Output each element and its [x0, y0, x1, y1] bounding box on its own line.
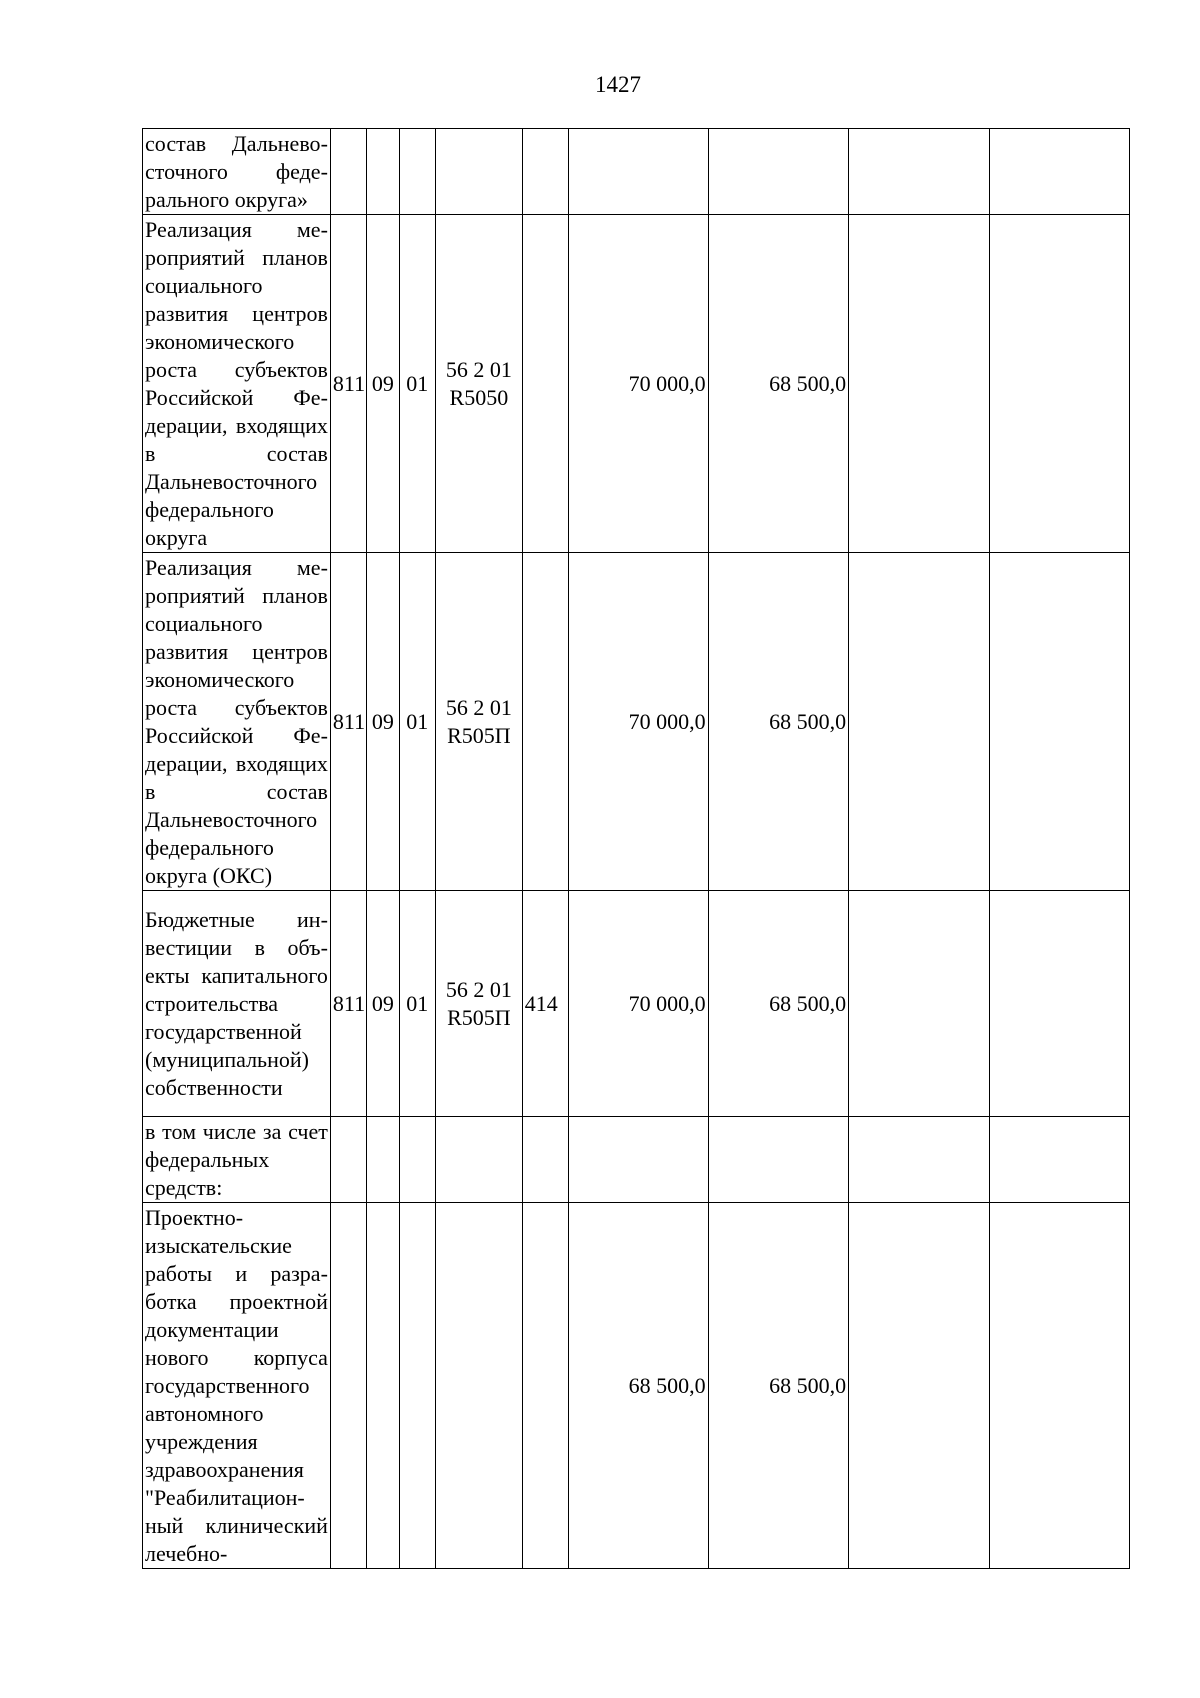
table-row: [143, 1117, 1130, 1203]
pr-cell: [399, 1203, 435, 1569]
sum4-cell: [989, 215, 1129, 553]
vr-cell: [522, 1117, 568, 1203]
vr-cell: [522, 129, 568, 215]
table-row: [143, 553, 1130, 891]
pr-cell: 01: [399, 215, 435, 553]
vr-cell: [522, 215, 568, 553]
vr-cell: 414: [522, 891, 568, 1117]
gr-cell: 811: [330, 891, 366, 1117]
tsr-cell: [435, 129, 522, 215]
sum3-cell: [849, 129, 989, 215]
rz-cell: [367, 1203, 399, 1569]
tsr-cell: [435, 1117, 522, 1203]
sum1-cell: 70 000,0: [569, 553, 708, 891]
sum2-cell: 68 500,0: [708, 553, 848, 891]
pr-cell: 01: [399, 891, 435, 1117]
sum1-cell: [569, 129, 708, 215]
pr-cell: 01: [399, 553, 435, 891]
sum1-cell: 70 000,0: [569, 891, 708, 1117]
table-row: [143, 1203, 1130, 1569]
sum2-cell: 68 500,0: [708, 1203, 848, 1569]
table-row: [143, 129, 1130, 215]
sum4-cell: [989, 891, 1129, 1117]
row-name: состав Дальневосточного федерального округа»: [143, 129, 331, 215]
sum4-cell: [989, 1117, 1129, 1203]
sum4-cell: [989, 553, 1129, 891]
sum4-cell: [989, 1203, 1129, 1569]
pr-cell: [399, 129, 435, 215]
gr-cell: 811: [330, 553, 366, 891]
tsr-cell: 56 2 01 R505П: [435, 553, 522, 891]
rz-cell: [367, 129, 399, 215]
gr-cell: [330, 129, 366, 215]
sum1-cell: [569, 1117, 708, 1203]
pr-cell: [399, 1117, 435, 1203]
rz-cell: [367, 1117, 399, 1203]
vr-cell: [522, 1203, 568, 1569]
tsr-cell: [435, 1203, 522, 1569]
sum2-cell: 68 500,0: [708, 215, 848, 553]
sum3-cell: [849, 891, 989, 1117]
table-row: [143, 891, 1130, 1117]
gr-cell: [330, 1203, 366, 1569]
table-row: [143, 215, 1130, 553]
sum1-cell: 70 000,0: [569, 215, 708, 553]
budget-table: [142, 128, 1130, 1569]
vr-cell: [522, 553, 568, 891]
sum3-cell: [849, 1203, 989, 1569]
page-number: 1427: [595, 72, 641, 97]
gr-cell: 811: [330, 215, 366, 553]
row-name: Реализация мероприятий планов социального развития центров экономического роста субъектов Российской Федерации, входящих в состав Дальневосточного федерального округа (ОКС): [143, 553, 331, 891]
tsr-cell: 56 2 01 R5050: [435, 215, 522, 553]
rz-cell: 09: [367, 891, 399, 1117]
rz-cell: 09: [367, 215, 399, 553]
gr-cell: [330, 1117, 366, 1203]
sum2-cell: 68 500,0: [708, 891, 848, 1117]
row-name: в том числе за счет федеральных средств:: [143, 1117, 331, 1203]
sum4-cell: [989, 129, 1129, 215]
sum3-cell: [849, 215, 989, 553]
row-name: Реализация мероприятий планов социального развития центров экономического роста субъектов Российской Федерации, входящих в состав Дальневосточного федерального округа: [143, 215, 331, 553]
row-name: Бюджетные инвестиции в объекты капитального строительства государственной (муниципальной) собственности: [143, 891, 331, 1117]
sum1-cell: 68 500,0: [569, 1203, 708, 1569]
sum2-cell: [708, 1117, 848, 1203]
row-name: Проектно-изыскательские работы и разработка проектной документации нового корпуса государственного автономного учреждения здравоохранения "Реабилитационный клинический лечебно-: [143, 1203, 331, 1569]
sum3-cell: [849, 1117, 989, 1203]
sum2-cell: [708, 129, 848, 215]
tsr-cell: 56 2 01 R505П: [435, 891, 522, 1117]
sum3-cell: [849, 553, 989, 891]
rz-cell: 09: [367, 553, 399, 891]
